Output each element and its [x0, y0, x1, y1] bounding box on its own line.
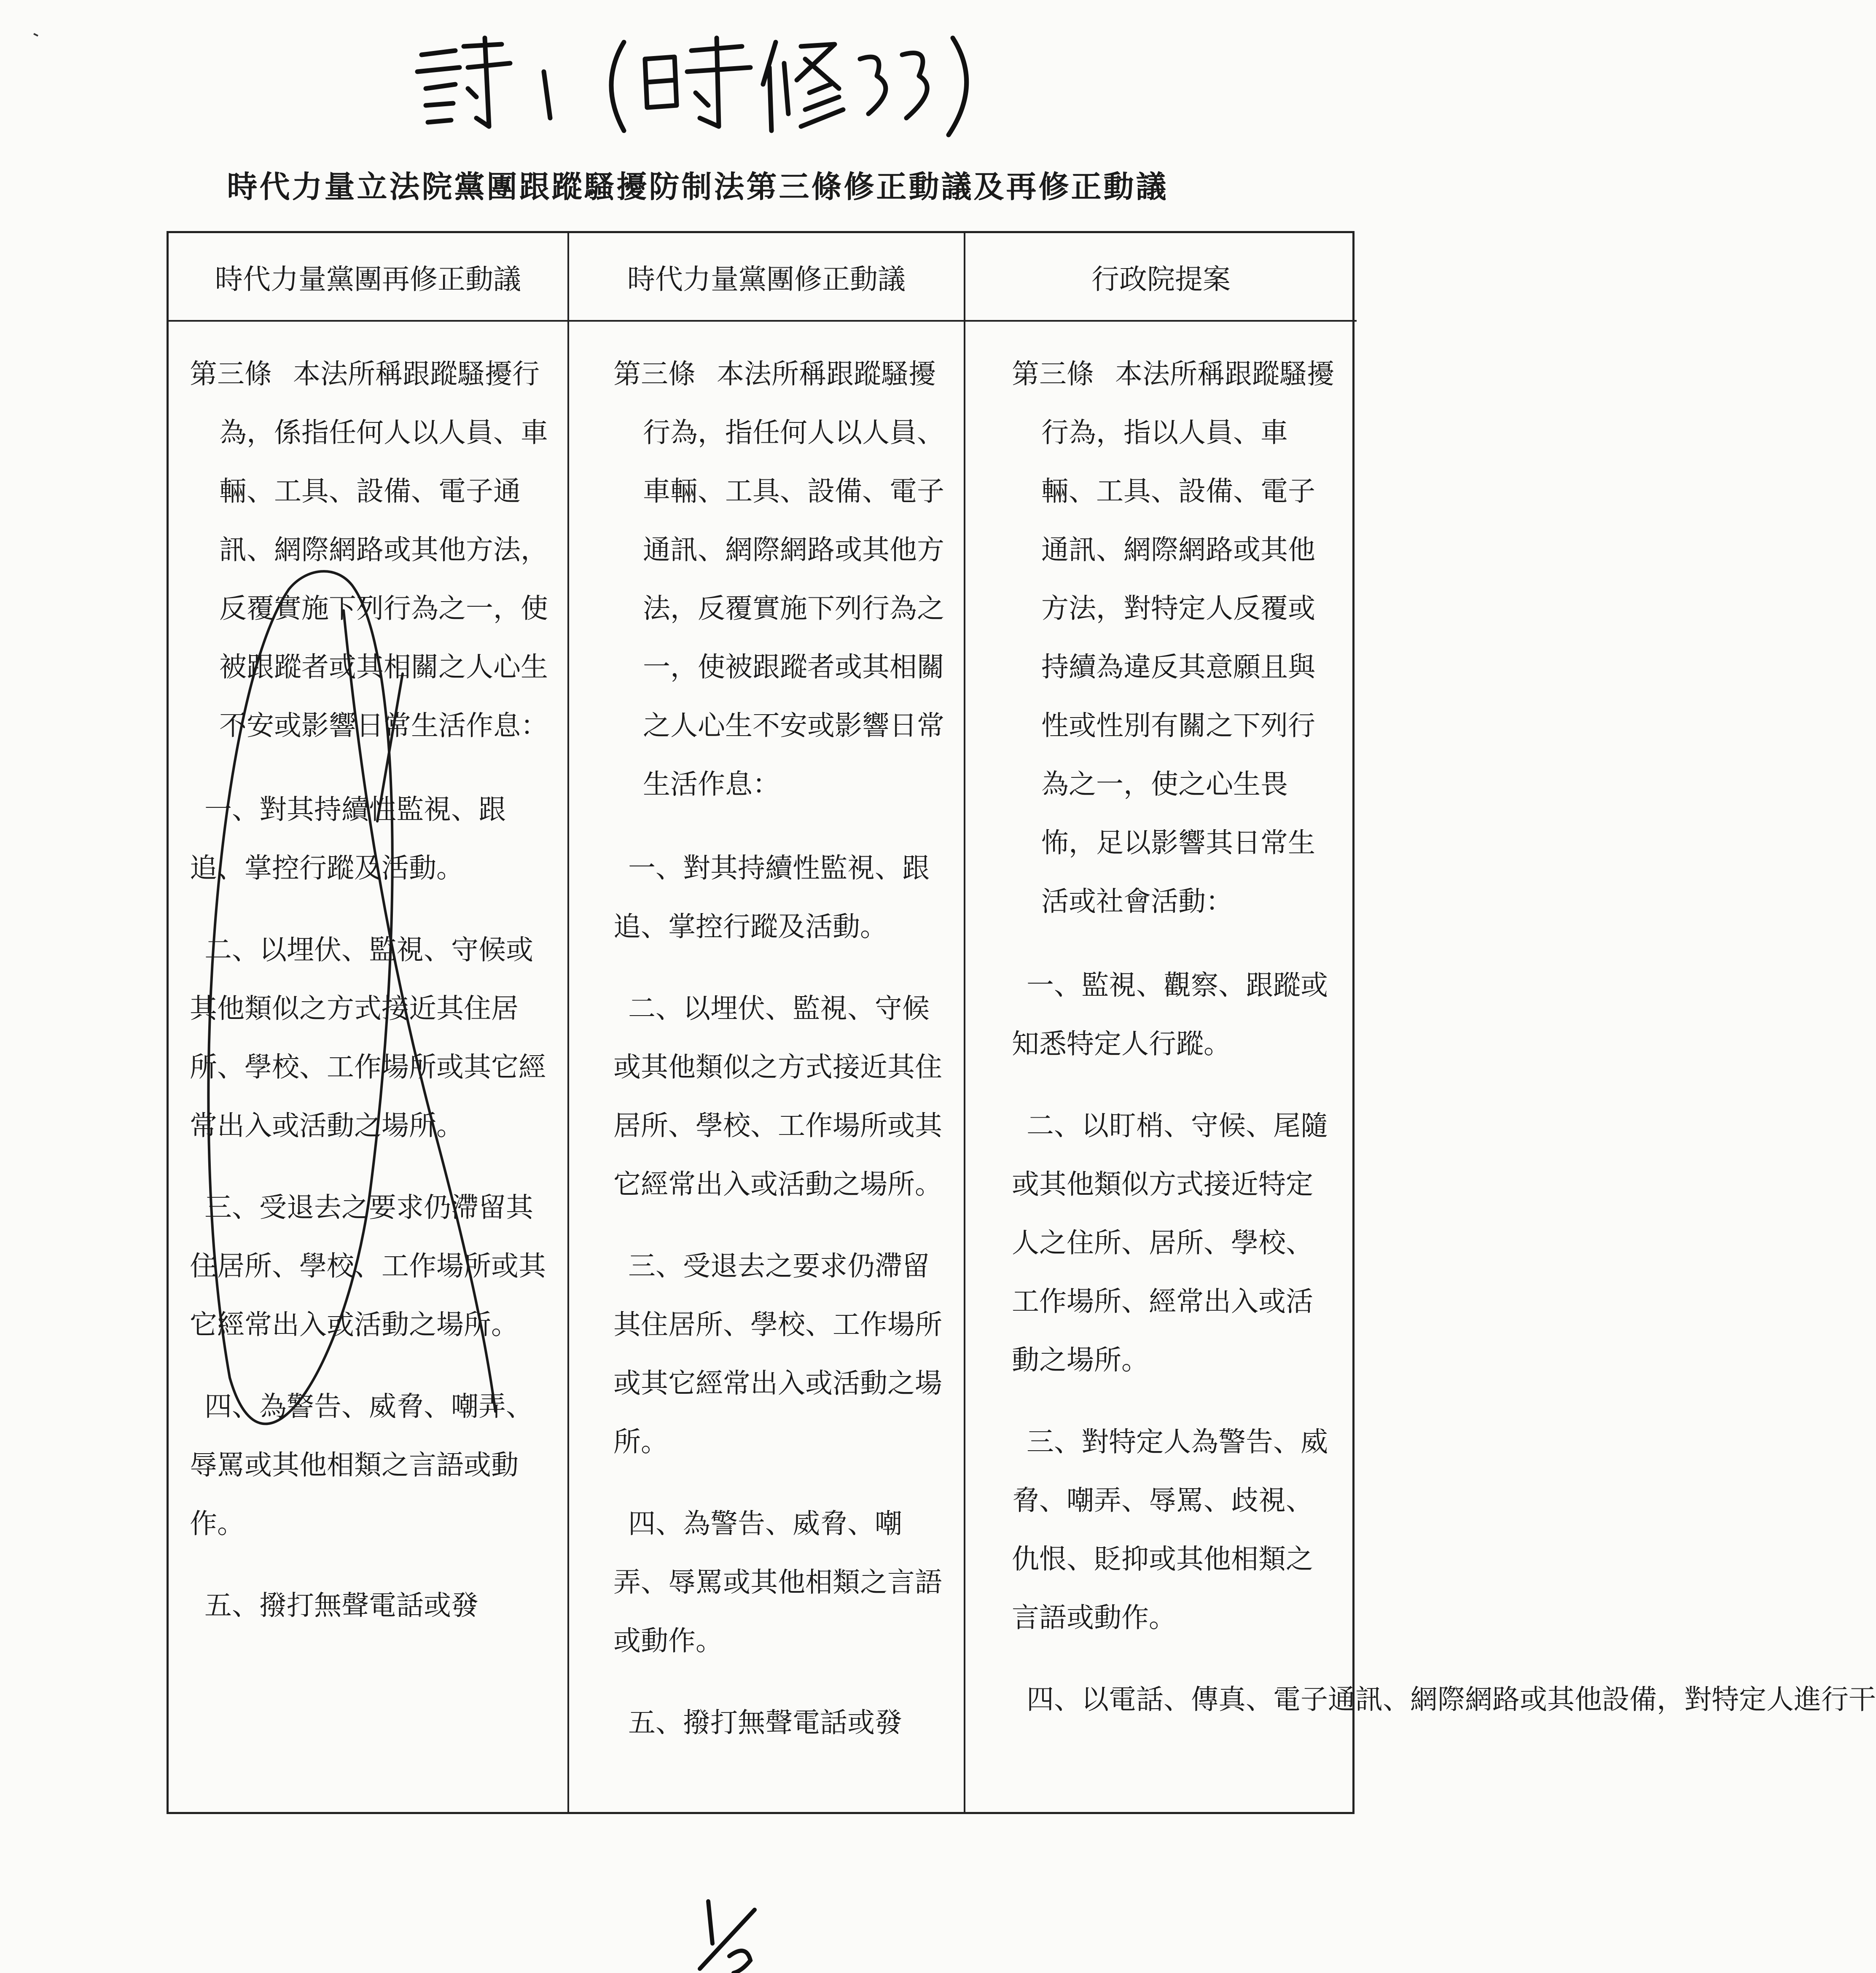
list-item: 二、以盯梢、守候、尾隨或其他類似方式接近特定人之住所、居所、學校、工作場所、經常出入或活動之場所。 [1012, 1110, 1328, 1376]
list-item: 四、為警告、威脅、嘲弄、辱罵或其他相類之言語或動作。 [190, 1391, 534, 1540]
list-item: 五、撥打無聲電話或發 [628, 1707, 903, 1739]
list-item: 五、撥打無聲電話或發 [204, 1590, 479, 1621]
column-header-amendment: 時代力量黨團修正動議 [569, 233, 965, 322]
column-body-amendment [569, 322, 965, 1812]
list-item: 二、以埋伏、監視、守候或其他類似之方式接近其住居所、學校、工作場所或其它經常出入或活動之場所。 [190, 934, 546, 1142]
article-paragraph [613, 345, 947, 814]
list-item: 一、對其持續性監視、跟追、掌控行蹤及活動。 [613, 852, 930, 943]
column-header-executive-yuan: 行政院提案 [965, 233, 1357, 322]
column-body-executive-yuan [965, 322, 1876, 1812]
document-title: 時代力量立法院黨團跟蹤騷擾防制法第三條修正動議及再修正動議 [227, 169, 1169, 204]
list-item: 二、以埋伏、監視、守候或其他類似之方式接近其住居所、學校、工作場所或其它經常出入或活動之場所。 [613, 993, 943, 1200]
article-paragraph [1012, 345, 1340, 931]
column-body-reamendment [169, 322, 569, 1812]
article-text: 本法所稱跟蹤騷擾行為，指任何人以人員、車輛、工具、設備、電子通訊、網際網路或其他方法，反覆實施下列行為之一，使被跟蹤者或其相關之人心生不安或影響日常生活作息： [643, 358, 945, 800]
list-item: 一、監視、觀察、跟蹤或知悉特定人行蹤。 [1012, 970, 1328, 1060]
amendment-comparison-table [167, 231, 1876, 1814]
article-label: 第三條 [1012, 358, 1094, 390]
article-label: 第三條 [190, 358, 272, 390]
page-number [683, 1893, 767, 1973]
list-item: 四、為警告、威脅、嘲弄、辱罵或其他相類之言語或動作。 [613, 1508, 943, 1657]
article-paragraph [190, 345, 551, 755]
column-header-reamendment: 時代力量黨團再修正動議 [169, 233, 569, 322]
list-item: 三、對特定人為警告、威脅、嘲弄、辱罵、歧視、仇恨、貶抑或其他相類之言語或動作。 [1012, 1426, 1328, 1634]
list-item: 四、以電話、傳真、電子通訊、網際網路或其他設備，對特定人進行干 [1027, 1684, 1876, 1715]
handwritten-note [405, 21, 995, 148]
list-item: 一、對其持續性監視、跟追、掌控行蹤及活動。 [190, 794, 506, 884]
article-text: 本法所稱跟蹤騷擾行為，指以人員、車輛、工具、設備、電子通訊、網際網路或其他方法，對特定人反覆或持續為違反其意願且與性或性別有關之下列行為之一，使之心生畏怖，足以影響其日常生活或社會活動： [1041, 358, 1335, 917]
article-text: 本法所稱跟蹤騷擾行為，係指任何人以人員、車輛、工具、設備、電子通訊、網際網路或其他方法，反覆實施下列行為之一，使被跟蹤者或其相關之人心生不安或影響日常生活作息： [219, 358, 548, 742]
article-label: 第三條 [613, 358, 696, 390]
list-item: 三、受退去之要求仍滯留其住居所、學校、工作場所或其它經常出入或活動之場所。 [190, 1192, 546, 1341]
list-item: 三、受退去之要求仍滯留其住居所、學校、工作場所或其它經常出入或活動之場所。 [613, 1250, 943, 1458]
